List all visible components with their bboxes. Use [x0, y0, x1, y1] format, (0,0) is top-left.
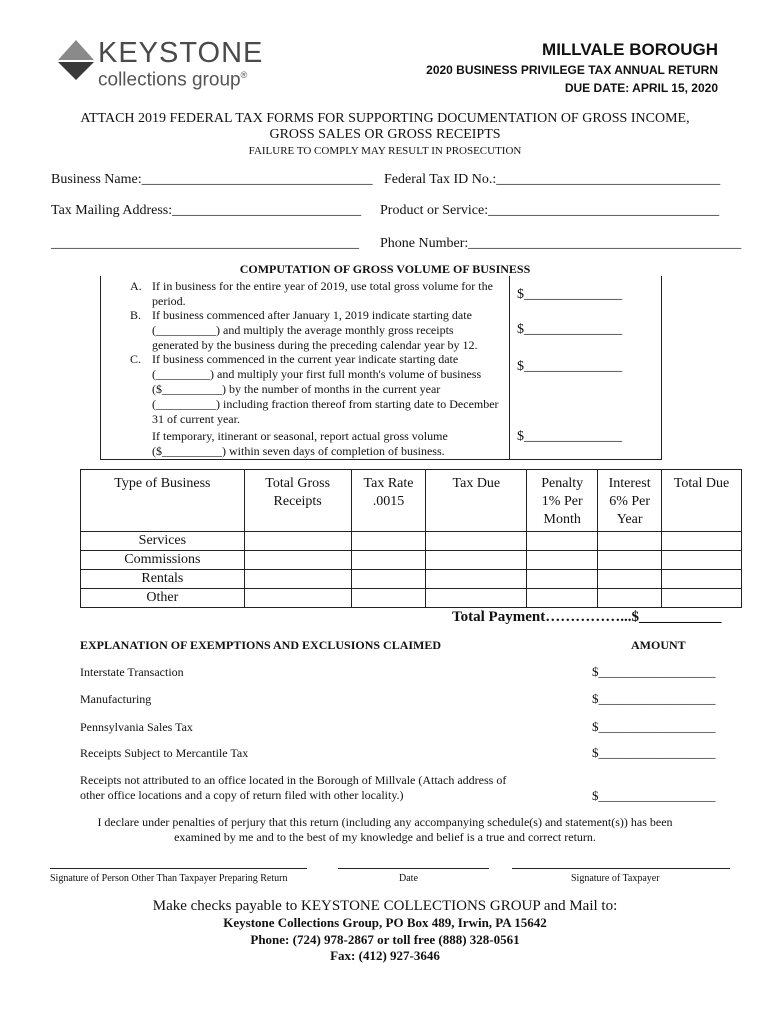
exemption-manufacturing-amount[interactable]: $__________________ [592, 691, 716, 706]
exemption-other-locality: Receipts not attributed to an office located in the Borough of Millvale (Attach address of other office locations and a copy of return filed with other locality.) [80, 773, 507, 802]
cell-gross[interactable] [244, 589, 351, 608]
exemption-pa-sales-tax: Pennsylvania Sales Tax [80, 720, 193, 734]
return-subtitle: 2020 BUSINESS PRIVILEGE TAX ANNUAL RETURN [426, 63, 718, 77]
phone-info: Phone: (724) 978-2867 or toll free (888) 328-0561 [250, 932, 520, 947]
row-label-commissions: Commissions [81, 551, 245, 570]
computation-item-temporary: If temporary, itinerant or seasonal, report actual gross volume ($__________) within seven days of completion of business. [152, 429, 448, 458]
fax-info: Fax: (412) 927-3646 [330, 948, 440, 963]
exemption-manufacturing: Manufacturing [80, 692, 152, 706]
table-row [81, 589, 742, 608]
cell-gross[interactable] [244, 570, 351, 589]
exemption-mercantile-amount[interactable]: $__________________ [592, 745, 716, 760]
header-tax-rate: Tax Rate .0015 [351, 470, 426, 532]
cell-interest[interactable] [598, 589, 662, 608]
declaration-line-1: I declare under penalties of perjury that this return (including any accompanying schedule(s) and statement(s)) has been [97, 815, 673, 829]
cell-rate[interactable] [351, 551, 426, 570]
date-line[interactable] [338, 868, 489, 869]
table-row [81, 570, 742, 589]
federal-tax-id-field[interactable]: Federal Tax ID No.:________________________________ [384, 172, 721, 187]
header-tax-due: Tax Due [426, 470, 527, 532]
header-penalty: Penalty 1% Per Month [527, 470, 598, 532]
borough-title: MILLVALE BOROUGH [542, 40, 718, 59]
gross-volume-temporary-field[interactable]: $______________ [517, 429, 622, 444]
header-total-gross-receipts: Total Gross Receipts [244, 470, 351, 532]
notice-line-2: GROSS SALES OR GROSS RECEIPTS [269, 127, 501, 142]
computation-title: COMPUTATION OF GROSS VOLUME OF BUSINESS [239, 262, 531, 276]
taxpayer-signature-label: Signature of Taxpayer [571, 873, 660, 884]
business-name-field[interactable]: Business Name:_________________________________ [51, 172, 373, 187]
cell-penalty[interactable] [527, 532, 598, 551]
header-total-due: Total Due [662, 470, 742, 532]
exemption-interstate: Interstate Transaction [80, 665, 184, 679]
cell-tax-due[interactable] [426, 589, 527, 608]
cell-total-due[interactable] [662, 551, 742, 570]
notice-warning: FAILURE TO COMPLY MAY RESULT IN PROSECUTION [248, 145, 522, 157]
cell-tax-due[interactable] [426, 570, 527, 589]
mailing-address: Keystone Collections Group, PO Box 489, Irwin, PA 15642 [223, 915, 547, 930]
cell-gross[interactable] [244, 551, 351, 570]
cell-rate[interactable] [351, 570, 426, 589]
computation-divider [509, 276, 510, 460]
cell-interest[interactable] [598, 570, 662, 589]
declaration-line-2: examined by me and to the best of my knowledge and belief is a true and correct return. [174, 830, 596, 844]
cell-interest[interactable] [598, 532, 662, 551]
product-service-field[interactable]: Product or Service:_________________________________ [380, 203, 720, 218]
exemption-other-locality-amount[interactable]: $__________________ [592, 788, 716, 803]
computation-item-c: C. If business commenced in the current year indicate starting date (_________) and multiply your first full month's volume of business ($__________) by the number of months in the current year (__________) including fraction thereof from starting date to December 31 of current year. [130, 352, 499, 426]
row-label-services: Services [81, 532, 245, 551]
computation-item-b: B. If business commenced after January 1, 2019 indicate starting date (__________) and multiply the average monthly gross receipts generated by the business during the preceding calendar year by 12. [130, 308, 478, 352]
cell-total-due[interactable] [662, 589, 742, 608]
cell-tax-due[interactable] [426, 532, 527, 551]
exemption-pa-sales-tax-amount[interactable]: $__________________ [592, 719, 716, 734]
table-row [81, 551, 742, 570]
gross-volume-b-field[interactable]: $______________ [517, 322, 622, 337]
header-interest: Interest 6% Per Year [598, 470, 662, 532]
cell-rate[interactable] [351, 532, 426, 551]
cell-rate[interactable] [351, 589, 426, 608]
phone-number-field[interactable]: Phone Number:_______________________________________ [380, 236, 742, 251]
cell-gross[interactable] [244, 532, 351, 551]
cell-total-due[interactable] [662, 570, 742, 589]
exemption-mercantile: Receipts Subject to Mercantile Tax [80, 746, 249, 760]
row-label-other: Other [81, 589, 245, 608]
date-label: Date [399, 873, 418, 884]
tax-mailing-address-field[interactable]: Tax Mailing Address:___________________________ [51, 203, 362, 218]
gross-volume-a-field[interactable]: $______________ [517, 287, 622, 302]
taxpayer-signature-line[interactable] [512, 868, 730, 869]
exemption-interstate-amount[interactable]: $__________________ [592, 664, 716, 679]
row-label-rentals: Rentals [81, 570, 245, 589]
cell-penalty[interactable] [527, 551, 598, 570]
cell-penalty[interactable] [527, 589, 598, 608]
header-type-of-business: Type of Business [81, 470, 245, 532]
preparer-signature-label: Signature of Person Other Than Taxpayer Preparing Return [50, 873, 288, 884]
preparer-signature-line[interactable] [50, 868, 307, 869]
payment-instructions: Make checks payable to KEYSTONE COLLECTIONS GROUP and Mail to: [152, 898, 618, 914]
keystone-logo-icon [56, 38, 96, 82]
exemptions-title: EXPLANATION OF EXEMPTIONS AND EXCLUSIONS CLAIMED [80, 638, 442, 652]
logo-name: KEYSTONE [98, 37, 264, 69]
tax-table [80, 469, 742, 608]
address-line-2-field[interactable]: ____________________________________________ [51, 236, 359, 251]
cell-interest[interactable] [598, 551, 662, 570]
total-payment-field[interactable]: Total Payment……………...$___________ [452, 609, 722, 625]
cell-tax-due[interactable] [426, 551, 527, 570]
computation-item-a: A. If in business for the entire year of 2019, use total gross volume for the period. [130, 279, 493, 308]
table-header-row [81, 470, 742, 532]
cell-total-due[interactable] [662, 532, 742, 551]
gross-volume-c-field[interactable]: $______________ [517, 359, 622, 374]
logo-subtitle: collections group® [98, 69, 248, 91]
amount-header: AMOUNT [631, 638, 686, 652]
due-date: DUE DATE: APRIL 15, 2020 [564, 81, 718, 95]
table-row [81, 532, 742, 551]
cell-penalty[interactable] [527, 570, 598, 589]
notice-line-1: ATTACH 2019 FEDERAL TAX FORMS FOR SUPPORTING DOCUMENTATION OF GROSS INCOME, [80, 111, 690, 126]
